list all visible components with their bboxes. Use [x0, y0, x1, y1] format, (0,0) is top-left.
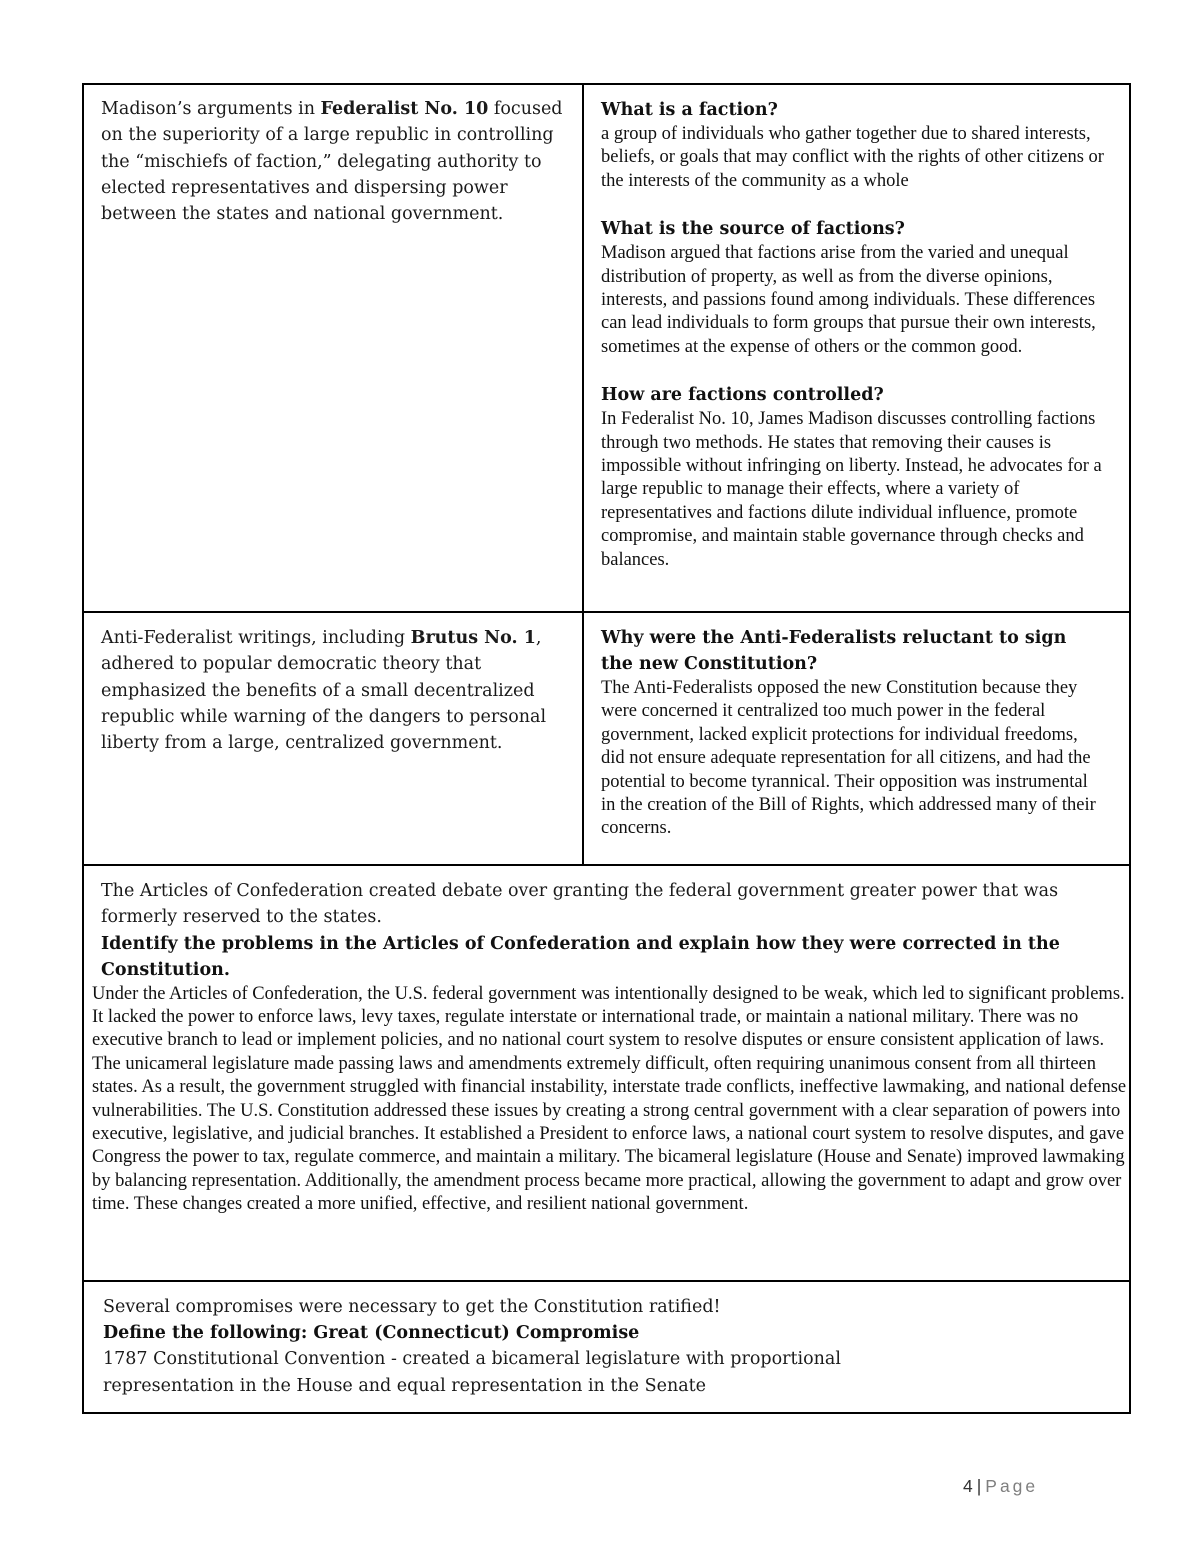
answer-text: Under the Articles of Confederation, the U.S. federal government was intentionally designed to be weak, which led to significant problems. It lacked the power to enforce laws, levy taxes, regulate interstate or international trade, or maintain a national military. There was no executive branch to lead or implement policies, and no national court system to resolve disputes or ensure consistent application of laws. The unicameral legislature made passing laws and amendments extremely difficult, often requiring unanimous consent from all thirteen states. As a result, the government struggled with financial instability, interstate trade conflicts, ineffective lawmaking, and national defense vulnerabilities. The U.S. Constitution addressed these issues by creating a strong central government with a clear separation of powers into executive, legislative, and judicial branches. It established a President to enforce laws, a national court system to resolve disputes, and gave Congress the power to tax, regulate commerce, and maintain a military. The bicameral legislature (House and Senate) improved lawmaking by balancing representation. Additionally, the amendment process became more practical, allowing the government to adapt and grow over time. These changes created a more unified, effective, and resilient national government.: [92, 983, 1127, 1215]
answer-text: The Anti-Federalists opposed the new Constitution because they were concerned it centralized too much power in the federal government, lacked explicit protections for individual freedoms, did not ensure adequate representation for all citizens, and had the potential to become tyrannical. Their opposition was instrumental in the creation of the Bill of Rights, which addressed many of their concerns.: [601, 678, 1096, 839]
answer-text: Madison argued that factions arise from the varied and unequal distribution of property, as well as from the diverse opinions, interests, and passions found among individuals. These differences can lead individuals to form groups that pursue their own interests, sometimes at the expense of others or the common good.: [601, 243, 1096, 357]
page-footer: [963, 1476, 1038, 1497]
answer-line: representation in the House and equal representation in the Senate: [103, 1375, 707, 1396]
answer-text: In Federalist No. 10, James Madison discusses controlling factions through two methods. He states that removing their causes is impossible without infringing on liberty. Instead, he advocates for a large republic to manage their effects, where a variety of representatives and factions dilute individual influence, promote compromise, and maintain stable governance through checks and balances.: [601, 409, 1102, 570]
faction-answers: [601, 97, 1121, 572]
question-heading: How are factions controlled?: [601, 385, 884, 406]
brutus-1-prompt: [101, 625, 556, 756]
question-heading: What is a faction?: [601, 100, 778, 120]
answer-line: 1787 Constitutional Convention - created a bicameral legislature with proportional: [103, 1349, 841, 1370]
question-heading: Identify the problems in the Articles of Confederation and explain how they were corrected in the Constitution.: [101, 933, 1060, 980]
worksheet-table: [82, 83, 1131, 1414]
table-border-top: [82, 83, 1131, 85]
articles-of-confederation-section: [82, 878, 1131, 1217]
row-divider-1: [82, 611, 1131, 613]
row-divider-3: [82, 1280, 1131, 1282]
answer-text: a group of individuals who gather together due to shared interests, beliefs, or goals that may conflict with the rights of other citizens or the interests of the community as a whole: [601, 124, 1104, 191]
prompt-bold-title: Federalist No. 10: [320, 99, 489, 119]
footer-separator: |: [976, 1476, 982, 1496]
federalist-10-prompt: [101, 96, 567, 227]
prompt-text: Madison’s arguments in: [101, 99, 321, 119]
anti-federalist-answer: [601, 625, 1101, 841]
table-border-bottom: [82, 1412, 1131, 1414]
compromises-section: [103, 1294, 1113, 1399]
prompt-text-cont: , adhered to popular democratic theory that emphasized the benefits of a small decentralized republic while warning of the dangers to personal liberty from a large, centralized government.: [101, 628, 547, 754]
question-heading: Define the following: Great (Connecticut) Compromise: [103, 1323, 640, 1344]
page-number: 4: [963, 1476, 973, 1496]
page-label: Page: [985, 1476, 1039, 1496]
question-heading: What is the source of factions?: [601, 219, 905, 240]
column-divider: [582, 83, 584, 866]
row-divider-2: [82, 864, 1131, 866]
section-intro: Several compromises were necessary to get the Constitution ratified!: [103, 1297, 721, 1317]
prompt-text-cont: focused on the superiority of a large republic in controlling the “mischiefs of faction,” delegating authority to elected representatives and dispersing power between the states and national government.: [101, 99, 563, 225]
prompt-text: Anti-Federalist writings, including: [101, 628, 411, 648]
question-heading: Why were the Anti-Federalists reluctant to sign the new Constitution?: [601, 628, 1067, 674]
prompt-bold-title: Brutus No. 1: [410, 628, 536, 648]
section-intro: The Articles of Confederation created debate over granting the federal government greater power that was formerly reserved to the states.: [101, 881, 1059, 928]
